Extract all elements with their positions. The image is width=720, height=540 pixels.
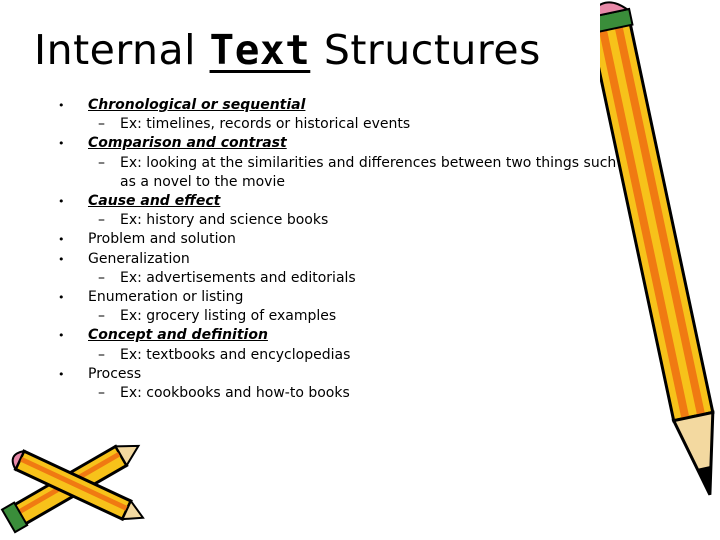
sub-item-text: Ex: textbooks and encyclopedias [120,346,351,363]
sub-item [58,384,658,403]
list-item-label: Problem and solution [88,231,236,248]
sub-item [58,115,658,134]
bullet-icon: • [58,252,65,266]
text-structure-list [58,96,658,403]
sub-item-text: as a novel to the movie [120,173,285,190]
sub-item-text: Ex: grocery listing of examples [120,308,337,325]
list-item [58,230,658,249]
bullet-icon: • [58,329,65,343]
list-item-label: Enumeration or listing [88,289,244,306]
sub-item-text: Ex: advertisements and editorials [120,269,356,286]
sub-item-text: Ex: looking at the similarities and differences between two things such [120,154,617,171]
dash-icon: – [98,308,105,325]
bullet-icon: • [58,137,65,151]
list-item [58,326,658,345]
list-item-label: Concept and definition [88,327,268,344]
sub-item [58,307,658,326]
pencil-icon [600,0,720,530]
bullet-icon: • [58,99,65,112]
sub-item [58,269,658,288]
sub-item-text: Ex: history and science books [120,212,329,229]
sub-item-text: Ex: timelines, records or historical events [120,116,411,133]
sub-item [58,346,658,365]
list-item [58,134,658,153]
title-part-2: Structures [310,26,541,74]
list-item [58,365,658,384]
dash-icon: – [98,154,105,171]
list-item [58,288,658,307]
slide-title [34,28,541,73]
list-item [58,192,658,211]
crossed-pencils-icon [0,432,150,540]
dash-icon: – [98,385,105,402]
list-item-label: Generalization [88,250,190,267]
bullet-icon: • [58,195,65,209]
title-emphasis: Text [209,26,311,74]
dash-icon: – [98,346,105,363]
list-item-label: Cause and effect [88,193,221,210]
sub-item [58,154,658,173]
dash-icon: – [98,212,105,229]
dash-icon: – [98,116,105,133]
sub-item-continuation [58,173,658,192]
bullet-icon: • [58,367,65,381]
list-item-label: Chronological or sequential [88,97,306,113]
list-item [58,96,658,115]
list-item [58,250,658,269]
bullet-icon: • [58,291,65,305]
sub-item [58,211,658,230]
title-part-1: Internal [34,26,210,74]
bullet-icon: • [58,233,65,247]
list-item-label: Comparison and contrast [88,135,287,152]
list-item-label: Process [88,365,142,382]
pencil-tip-wood [674,412,720,499]
sub-item-text: Ex: cookbooks and how-to books [120,385,350,402]
dash-icon: – [98,269,105,286]
